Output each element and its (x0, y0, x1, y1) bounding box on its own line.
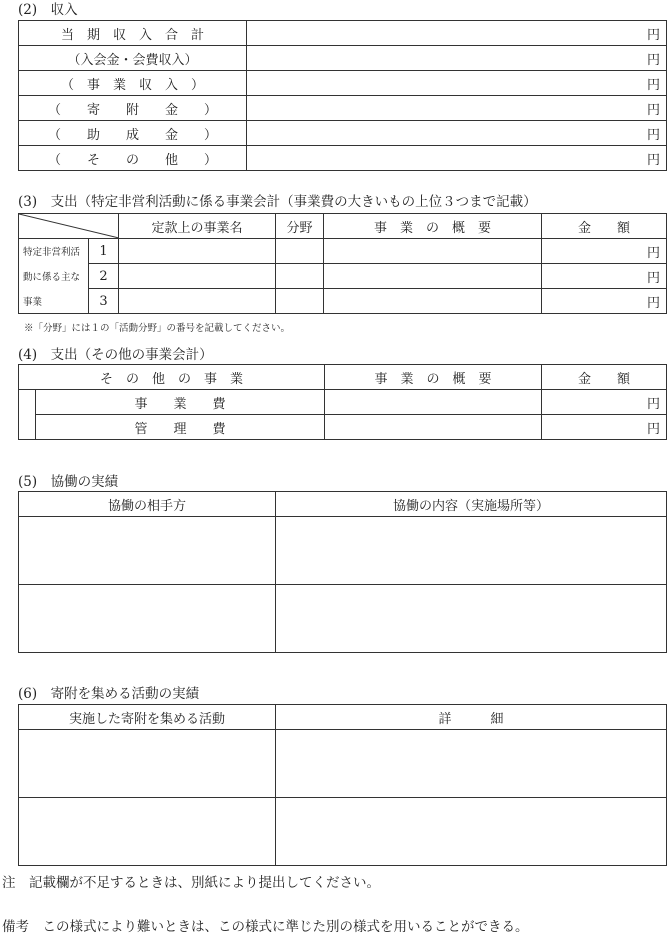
row-number: 3 (89, 289, 119, 314)
income-amount-cell[interactable]: 円 (247, 46, 667, 71)
income-amount-cell[interactable]: 円 (247, 146, 667, 171)
table-row (19, 264, 667, 289)
col-header-partner: 協働の相手方 (19, 492, 276, 517)
expense-other-table (18, 364, 667, 440)
table-row (19, 492, 667, 517)
diagonal-header-cell (19, 214, 119, 239)
col-header-content: 協働の内容（実施場所等） (276, 492, 667, 517)
side-label-line3: 事業 (19, 289, 89, 314)
summary-cell[interactable] (324, 239, 542, 264)
business-name-cell[interactable] (119, 264, 276, 289)
amount-cell[interactable]: 円 (542, 390, 667, 415)
col-header-other-business: そ の 他 の 事 業 (19, 365, 325, 390)
amount-cell[interactable]: 円 (542, 415, 667, 440)
income-row-label: （ 助 成 金 ） (19, 121, 247, 146)
table-row (19, 96, 667, 121)
business-name-cell[interactable] (119, 239, 276, 264)
expense-other-heading: (4) 支出（その他の事業会計） (18, 347, 213, 363)
side-label-line2: 動に係る主な (19, 264, 89, 289)
row-number: 1 (89, 239, 119, 264)
table-row (19, 415, 667, 440)
income-amount-cell[interactable]: 円 (247, 71, 667, 96)
amount-cell[interactable]: 円 (542, 264, 667, 289)
table-row (19, 239, 667, 264)
expense-label: 管 理 費 (36, 415, 325, 440)
income-row-label: （ 事 業 収 入 ） (19, 71, 247, 96)
business-name-cell[interactable] (119, 289, 276, 314)
donation-table (18, 704, 667, 866)
table-row (19, 798, 667, 866)
partner-cell[interactable] (19, 517, 276, 585)
partner-cell[interactable] (19, 585, 276, 653)
amount-cell[interactable]: 円 (542, 289, 667, 314)
col-header-activity: 実施した寄附を集める活動 (19, 705, 276, 730)
income-row-label: 当 期 収 入 合 計 (19, 21, 247, 46)
table-row (19, 289, 667, 314)
col-header-amount: 金 額 (542, 365, 667, 390)
side-label-line1: 特定非営利活 (19, 239, 89, 264)
summary-cell[interactable] (325, 390, 542, 415)
content-cell[interactable] (276, 517, 667, 585)
collaboration-heading: (5) 協働の実績 (18, 474, 119, 490)
table-row (19, 730, 667, 798)
expense-specified-heading: (3) 支出（特定非営利活動に係る事業会計（事業費の大きいもの上位３つまで記載） (18, 194, 537, 210)
expense-specified-table (18, 213, 667, 314)
col-header-summary: 事 業 の 概 要 (324, 214, 542, 239)
content-cell[interactable] (276, 585, 667, 653)
col-header-field: 分野 (276, 214, 324, 239)
income-amount-cell[interactable]: 円 (247, 121, 667, 146)
col-header-summary: 事 業 の 概 要 (325, 365, 542, 390)
field-note: ※「分野」には１の「活動分野」の番号を記載してください。 (24, 323, 291, 334)
table-row (19, 146, 667, 171)
expense-label: 事 業 費 (36, 390, 325, 415)
table-row (19, 121, 667, 146)
table-row (19, 21, 667, 46)
footer-note: 注 記載欄が不足するときは、別紙により提出してください。 (2, 875, 380, 891)
summary-cell[interactable] (324, 264, 542, 289)
footer-remark: 備考 この様式により難いときは、この様式に準じた別の様式を用いることができる。 (2, 919, 529, 935)
details-cell[interactable] (276, 730, 667, 798)
income-table (18, 20, 667, 171)
income-row-label: （入会金・会費収入） (19, 46, 247, 71)
summary-cell[interactable] (325, 415, 542, 440)
table-row (19, 705, 667, 730)
col-header-amount: 金 額 (542, 214, 667, 239)
activity-cell[interactable] (19, 798, 276, 866)
table-row (19, 365, 667, 390)
field-cell[interactable] (276, 239, 324, 264)
income-heading: (2) 収入 (18, 2, 78, 18)
table-row (19, 46, 667, 71)
income-row-label: （ 寄 附 金 ） (19, 96, 247, 121)
diagonal-line (19, 214, 119, 238)
row-number: 2 (89, 264, 119, 289)
income-amount-cell[interactable]: 円 (247, 96, 667, 121)
col-header-business-name: 定款上の事業名 (119, 214, 276, 239)
income-row-label: （ そ の 他 ） (19, 146, 247, 171)
table-row (19, 517, 667, 585)
income-amount-cell[interactable]: 円 (247, 21, 667, 46)
table-row (19, 585, 667, 653)
activity-cell[interactable] (19, 730, 276, 798)
details-cell[interactable] (276, 798, 667, 866)
col-header-details: 詳 細 (276, 705, 667, 730)
indent-cell (19, 390, 36, 415)
table-row (19, 390, 667, 415)
collaboration-table (18, 491, 667, 653)
table-row (19, 71, 667, 96)
field-cell[interactable] (276, 264, 324, 289)
indent-cell (19, 415, 36, 440)
donation-heading: (6) 寄附を集める活動の実績 (18, 686, 200, 702)
table-row (19, 214, 667, 239)
summary-cell[interactable] (324, 289, 542, 314)
amount-cell[interactable]: 円 (542, 239, 667, 264)
field-cell[interactable] (276, 289, 324, 314)
